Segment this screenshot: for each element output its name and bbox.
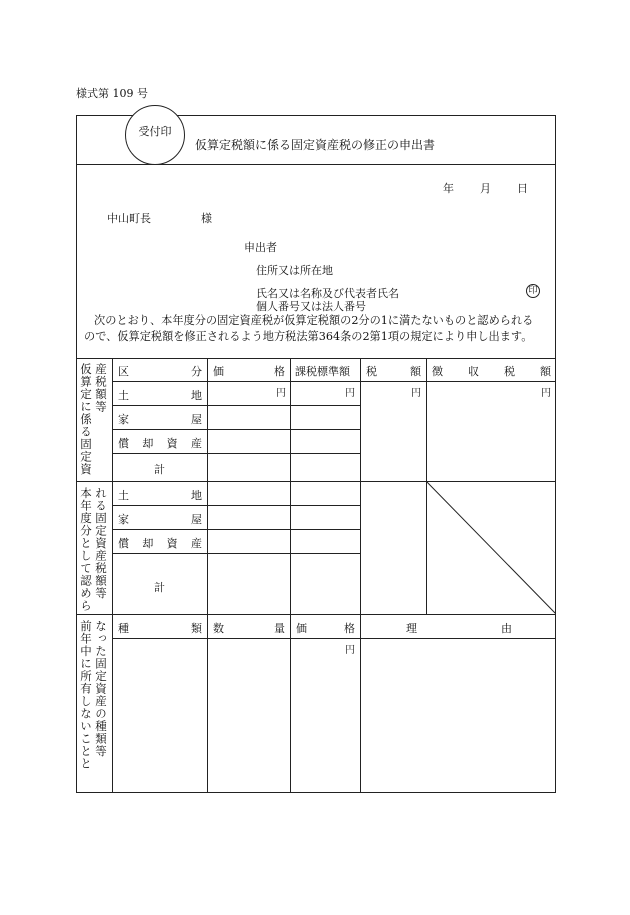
row-label-char: 家 [118, 413, 129, 426]
table1-row-line [112, 453, 360, 454]
column-line [360, 358, 361, 793]
row-label-char: 償 [118, 437, 129, 450]
table2-bottom-line [76, 614, 556, 615]
row-label-char: 屋 [191, 513, 202, 526]
table3-header-line [112, 638, 556, 639]
applicant-label: 申出者 [244, 241, 277, 254]
header-value-char: 価 [296, 622, 307, 635]
table2-row-line [112, 505, 360, 506]
header-value-char: 価 [213, 365, 224, 378]
row-label-char: 却 [142, 537, 154, 550]
row-label-char: 地 [191, 489, 202, 502]
header-reason-char: 由 [501, 622, 512, 635]
unit-yen: 円 [345, 388, 355, 399]
table1-row-total: 計 [154, 463, 165, 476]
header-kind-char: 種 [118, 622, 129, 635]
row-label-char: 家 [118, 513, 129, 526]
header-kind [118, 620, 202, 636]
address-label: 住所又は所在地 [256, 264, 333, 277]
row-label-char: 資 [166, 537, 178, 550]
unit-yen: 円 [411, 388, 421, 399]
column-line [207, 358, 208, 793]
table1-row-depreciable [118, 435, 202, 451]
addressee-honorific: 様 [201, 212, 212, 225]
header-quantity [213, 620, 285, 636]
reception-stamp-circle [125, 105, 185, 165]
table2-row-total: 計 [154, 581, 165, 594]
row-label-char: 産 [190, 437, 202, 450]
header-reason [406, 620, 512, 636]
table2-section-col2: れる固定資産税額等 [94, 487, 108, 600]
header-collected-char: 額 [540, 365, 551, 378]
table1-header-line [112, 381, 556, 382]
header-collected-char: 収 [468, 365, 479, 378]
column-line [290, 358, 291, 793]
header-tax-char: 額 [410, 365, 421, 378]
header-value [213, 363, 285, 379]
row-label-char: 資 [166, 437, 178, 450]
name-label: 氏名又は名称及び代表者氏名 [256, 287, 399, 300]
table1-section-col1: 仮算定に係る固定資 [79, 363, 93, 476]
header-value-3 [296, 620, 355, 636]
row-label-char: 屋 [191, 413, 202, 426]
table3-section-col1: 前年中に所有しないことと [79, 620, 93, 770]
row-label-char: 却 [142, 437, 154, 450]
header-kind-char: 類 [191, 622, 202, 635]
table1-section-col2: 産税額等 [94, 363, 108, 413]
stamp-label: 受付印 [138, 125, 172, 138]
table2-section-col1: 本年度分として認めら [79, 487, 93, 612]
header-tax-char: 税 [366, 365, 377, 378]
table1-row-land [118, 387, 202, 403]
header-reason-char: 理 [406, 622, 417, 635]
addressee-name: 中山町長 [107, 212, 151, 225]
table-top-line [76, 358, 556, 359]
statement-line-1: 次のとおり、本年度分の固定資産税が仮算定税額の2分の1に満たないものと認められる [94, 314, 534, 327]
header-category [118, 363, 202, 379]
table3-section-col2: なった固定資産の種類等 [94, 620, 108, 758]
row-label-char: 地 [191, 389, 202, 402]
diagonal-strike [426, 481, 556, 614]
unit-yen: 円 [541, 388, 551, 399]
row-label-char: 土 [118, 389, 129, 402]
unit-yen: 円 [276, 388, 286, 399]
header-tax [366, 363, 421, 379]
number-label: 個人番号又は法人番号 [256, 300, 366, 313]
table2-row-line [112, 553, 360, 554]
statement [84, 313, 552, 345]
table2-row-land [118, 487, 202, 503]
section-column-line [112, 358, 113, 793]
table1-row-line [112, 429, 360, 430]
row-label-char: 産 [190, 537, 202, 550]
unit-yen: 円 [345, 645, 355, 656]
header-collected-char: 徴 [432, 365, 443, 378]
statement-line-2: ので、仮算定税額を修正されるよう地方税法第364条の2第1項の規定により申し出ます。 [84, 330, 533, 343]
header-collected-char: 税 [504, 365, 515, 378]
header-value-char: 格 [274, 365, 285, 378]
date-year: 年 [443, 182, 454, 195]
row-label-char: 償 [118, 537, 129, 550]
date-month: 月 [480, 182, 491, 195]
row-label-char: 土 [118, 489, 129, 502]
seal-mark: 印 [526, 284, 540, 298]
header-collected [432, 363, 551, 379]
table1-row-line [112, 405, 360, 406]
header-quantity-char: 数 [213, 622, 224, 635]
page-title: 仮算定税額に係る固定資産税の修正の申出書 [195, 138, 436, 152]
header-quantity-char: 量 [274, 622, 285, 635]
form-number: 様式第 109 号 [76, 87, 148, 100]
header-standard: 課税標準額 [295, 365, 350, 378]
table2-row-house [118, 511, 202, 527]
header-value-char: 格 [344, 622, 355, 635]
header-category-char: 区 [118, 365, 129, 378]
header-category-char: 分 [191, 365, 202, 378]
table1-row-house [118, 411, 202, 427]
date-day: 日 [517, 182, 528, 195]
table2-row-depreciable [118, 535, 202, 551]
table2-row-line [112, 529, 360, 530]
